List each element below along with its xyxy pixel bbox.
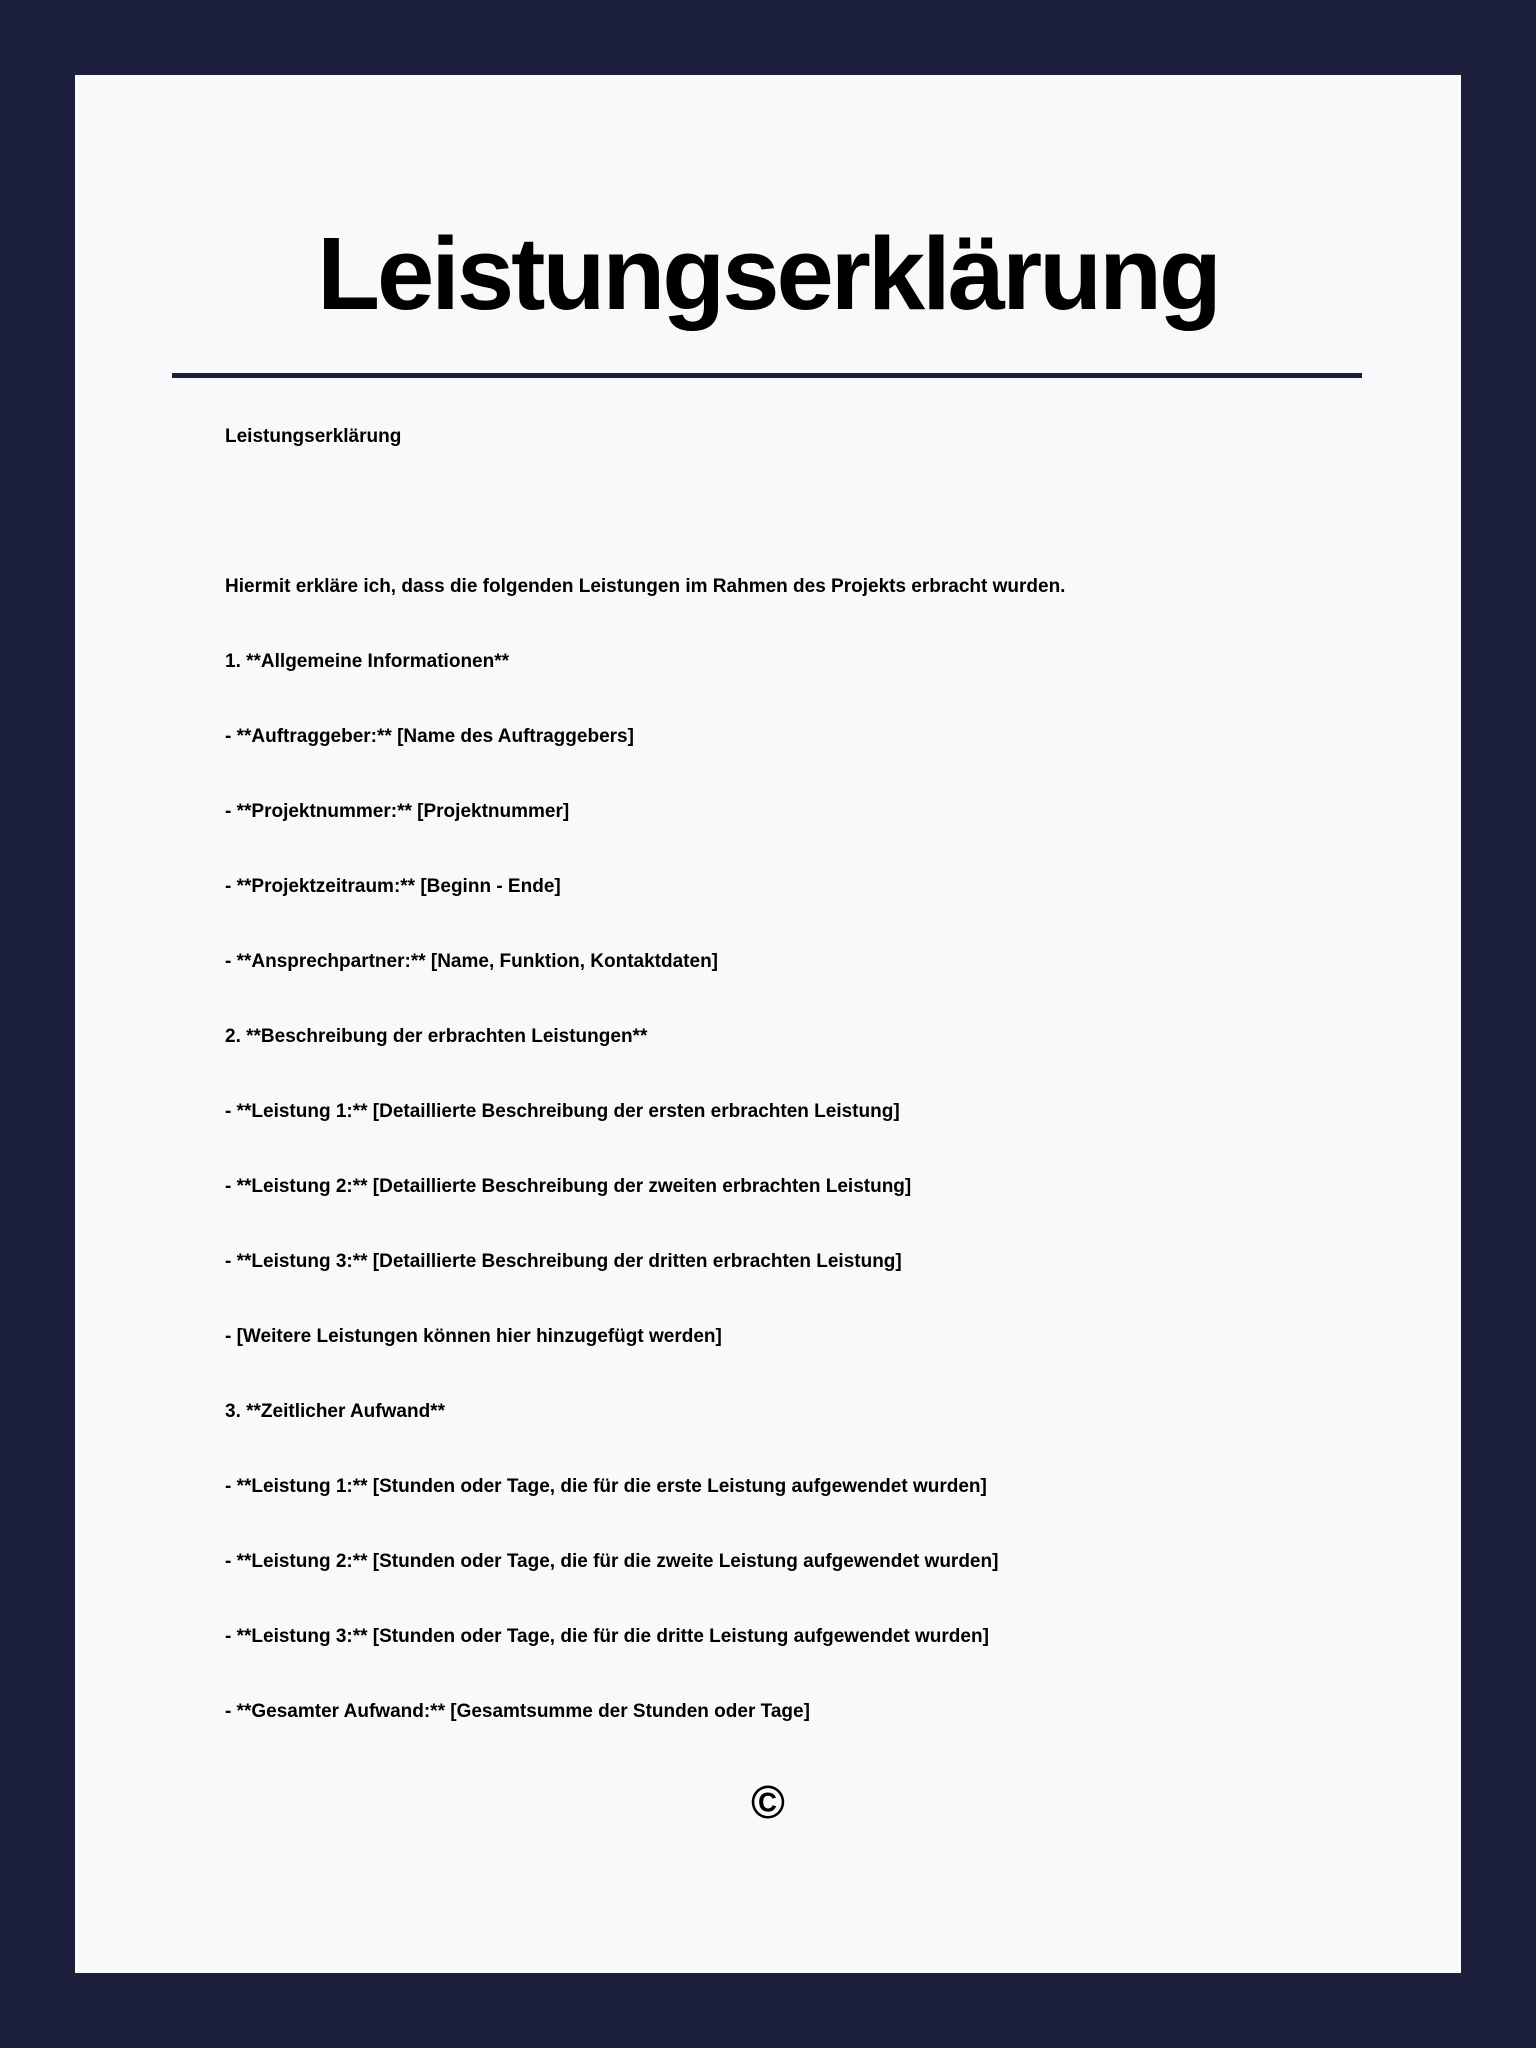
copyright-icon: © — [751, 1776, 785, 1828]
list-item-effort-1: - **Leistung 1:** [Stunden oder Tage, die für die erste Leistung aufgewendet wurden] — [225, 1476, 987, 1497]
document-page — [75, 75, 1461, 1973]
section-heading-time-effort: 3. **Zeitlicher Aufwand** — [225, 1401, 445, 1422]
list-item-further-services: - [Weitere Leistungen können hier hinzugefügt werden] — [225, 1326, 722, 1347]
intro-paragraph: Hiermit erkläre ich, dass die folgenden Leistungen im Rahmen des Projekts erbracht wurden. — [225, 576, 1066, 597]
document-title: Leistungserklärung — [317, 216, 1219, 331]
list-item-client: - **Auftraggeber:** [Name des Auftraggebers] — [225, 726, 634, 747]
body-heading: Leistungserklärung — [225, 426, 402, 447]
list-item-effort-3: - **Leistung 3:** [Stunden oder Tage, die für die dritte Leistung aufgewendet wurden] — [225, 1626, 989, 1647]
list-item-project-number: - **Projektnummer:** [Projektnummer] — [225, 801, 570, 822]
list-item-project-period: - **Projektzeitraum:** [Beginn - Ende] — [225, 876, 561, 897]
title-divider — [172, 373, 1362, 378]
section-heading-general-info: 1. **Allgemeine Informationen** — [225, 651, 510, 672]
list-item-effort-2: - **Leistung 2:** [Stunden oder Tage, die für die zweite Leistung aufgewendet wurden] — [225, 1551, 999, 1572]
list-item-total-effort: - **Gesamter Aufwand:** [Gesamtsumme der Stunden oder Tage] — [225, 1701, 810, 1722]
list-item-contact-person: - **Ansprechpartner:** [Name, Funktion, Kontaktdaten] — [225, 951, 718, 972]
list-item-service-1: - **Leistung 1:** [Detaillierte Beschreibung der ersten erbrachten Leistung] — [225, 1101, 900, 1122]
section-heading-services: 2. **Beschreibung der erbrachten Leistungen** — [225, 1026, 648, 1047]
list-item-service-3: - **Leistung 3:** [Detaillierte Beschreibung der dritten erbrachten Leistung] — [225, 1251, 902, 1272]
list-item-service-2: - **Leistung 2:** [Detaillierte Beschreibung der zweiten erbrachten Leistung] — [225, 1176, 912, 1197]
